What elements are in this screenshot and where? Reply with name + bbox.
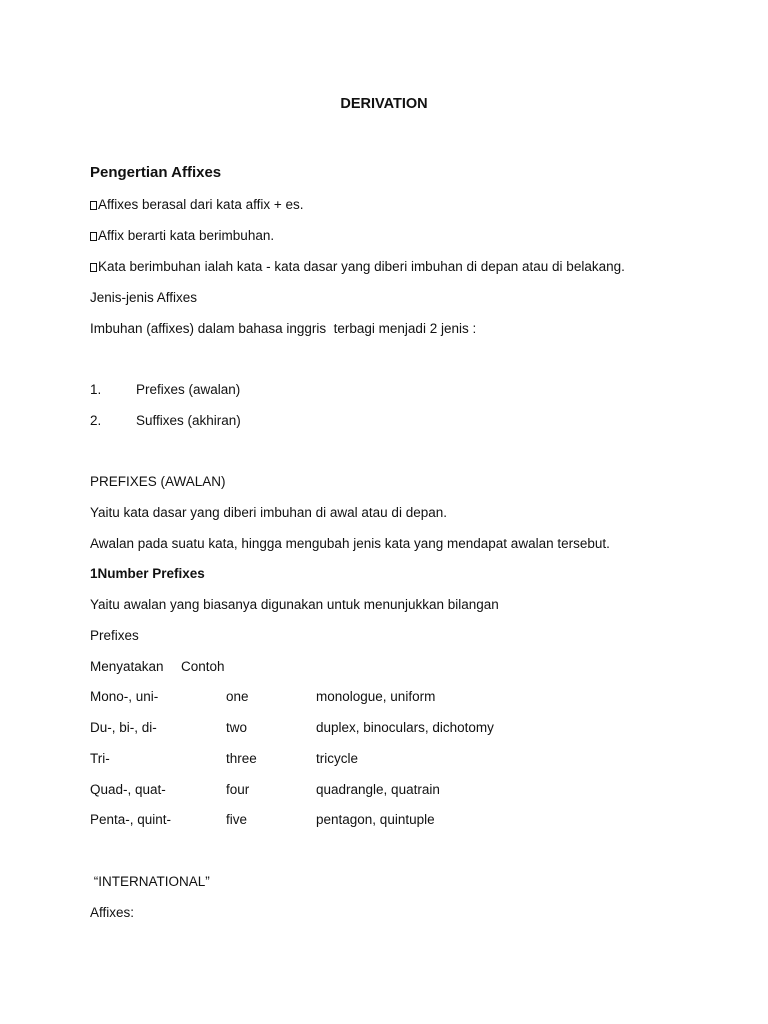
- bullet-box-icon: [90, 232, 97, 241]
- prefixes-definition-2: Awalan pada suatu kata, hingga mengubah jenis kata yang mendapat awalan tersebut.: [90, 536, 610, 551]
- table-header-example: Contoh: [181, 659, 225, 674]
- bullet-text: Affix berarti kata berimbuhan.: [98, 228, 275, 243]
- table-cell-example: duplex, binoculars, dichotomy: [316, 720, 494, 735]
- page-title: DERIVATION: [340, 96, 428, 112]
- list-number-1: 1.: [90, 382, 102, 397]
- list-item-1: Prefixes (awalan): [136, 382, 241, 397]
- bullet-box-icon: [90, 201, 97, 210]
- bullet-box-icon: [90, 263, 97, 272]
- table-header-meaning: Menyatakan: [90, 659, 164, 674]
- table-cell-meaning: one: [226, 689, 249, 704]
- bullet-line-2: [90, 227, 274, 245]
- table-cell-meaning: three: [226, 751, 257, 766]
- table-cell-meaning: four: [226, 782, 250, 797]
- international-label: “INTERNATIONAL”: [90, 874, 210, 889]
- bullet-line-3: [90, 258, 625, 276]
- table-cell-prefix: Mono-, uni-: [90, 689, 159, 704]
- imbuhan-intro: Imbuhan (affixes) dalam bahasa inggris terbagi menjadi 2 jenis :: [90, 321, 477, 336]
- number-prefixes-heading: 1Number Prefixes: [90, 566, 205, 581]
- table-cell-example: pentagon, quintuple: [316, 812, 435, 827]
- bullet-line-1: [90, 196, 304, 214]
- table-cell-example: tricycle: [316, 751, 359, 766]
- affixes-label: Affixes:: [90, 905, 135, 920]
- table-cell-meaning: five: [226, 812, 248, 827]
- table-cell-meaning: two: [226, 720, 248, 735]
- table-cell-prefix: Penta-, quint-: [90, 812, 172, 827]
- prefixes-heading: PREFIXES (AWALAN): [90, 474, 226, 489]
- list-item-2: Suffixes (akhiran): [136, 413, 241, 428]
- table-cell-prefix: Tri-: [90, 751, 110, 766]
- section-heading: Pengertian Affixes: [90, 164, 222, 181]
- jenis-heading: Jenis-jenis Affixes: [90, 290, 198, 305]
- bullet-text: Affixes berasal dari kata affix + es.: [98, 197, 304, 212]
- bullet-text: Kata berimbuhan ialah kata - kata dasar yang diberi imbuhan di depan atau di belakang.: [98, 259, 625, 274]
- prefixes-definition-1: Yaitu kata dasar yang diberi imbuhan di awal atau di depan.: [90, 505, 447, 520]
- table-cell-prefix: Quad-, quat-: [90, 782, 166, 797]
- list-number-2: 2.: [90, 413, 102, 428]
- table-cell-example: monologue, uniform: [316, 689, 436, 704]
- table-label: Prefixes: [90, 628, 139, 643]
- number-prefixes-definition: Yaitu awalan yang biasanya digunakan untuk menunjukkan bilangan: [90, 597, 499, 612]
- table-cell-example: quadrangle, quatrain: [316, 782, 440, 797]
- table-cell-prefix: Du-, bi-, di-: [90, 720, 157, 735]
